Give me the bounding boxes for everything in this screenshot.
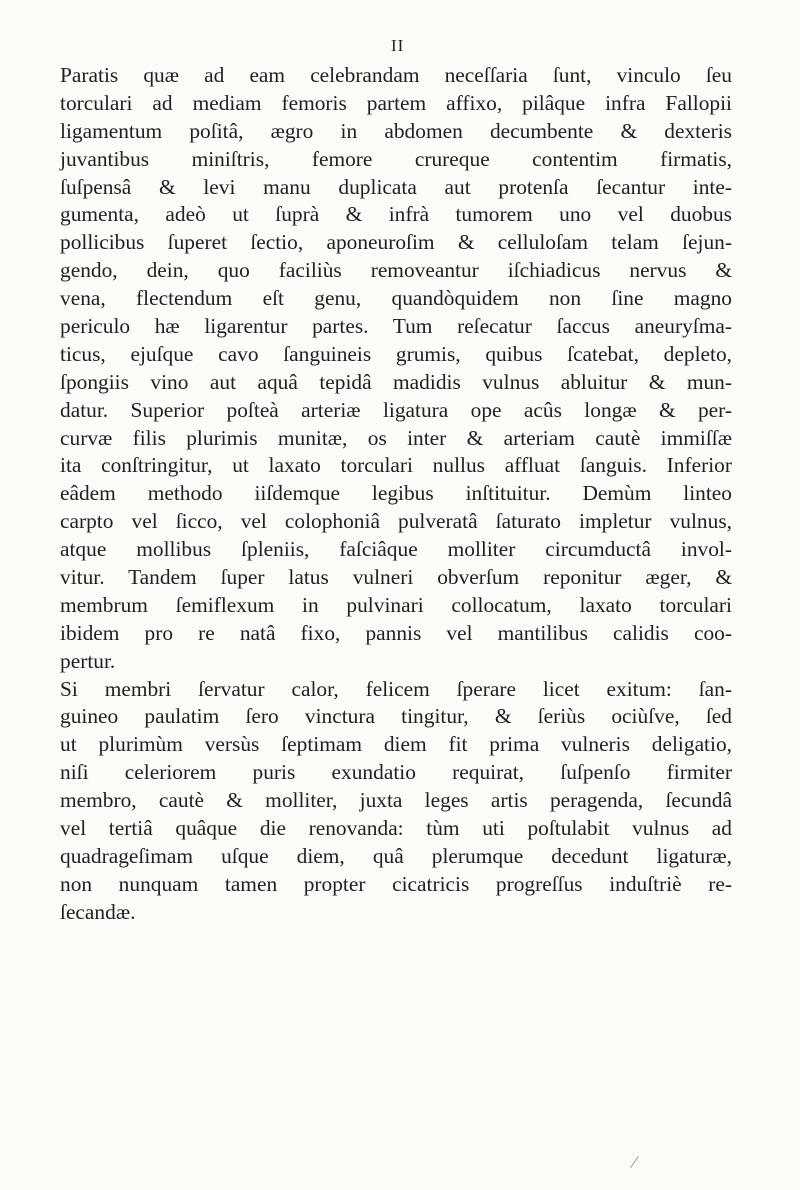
text-line: ſuſpensâ & levi manu duplicata aut protenſa ſecantur inte-: [60, 174, 732, 199]
text-line: vena, flectendum eſt genu, quandòquidem non ſine magno: [60, 286, 732, 311]
text-line: juvantibus miniſtris, femore crureque contentim firmatis,: [60, 146, 732, 171]
page-number: II: [391, 36, 405, 55]
text-line: vel tertiâ quâque die renovanda: tùm uti poſtulabit vulnus ad: [60, 816, 732, 841]
text-line: niſi celeriorem puris exundatio requirat, ſuſpenſo firmiter: [60, 760, 732, 785]
text-line: non nunquam tamen propter cicatricis progreſſus induſtriè re-: [60, 871, 732, 896]
text-line: periculo hæ ligarentur partes. Tum reſecatur ſaccus aneuryſma-: [60, 314, 732, 339]
text-line: gendo, dein, quo faciliùs removeantur iſchiadicus nervus &: [60, 258, 732, 283]
text-line: ita conſtringitur, ut laxato torculari nullus affluat ſanguis. Inferior: [60, 453, 732, 478]
text-line: membrum ſemiflexum in pulvinari collocatum, laxato torculari: [60, 592, 732, 617]
text-line: ligamentum poſitâ, ægro in abdomen decumbente & dexteris: [60, 118, 732, 143]
text-line: quadrageſimam uſque diem, quâ plerumque decedunt ligaturæ,: [60, 843, 732, 868]
text-line: carpto vel ſicco, vel colophoniâ pulveratâ ſaturato impletur vulnus,: [60, 509, 732, 534]
text-line: Si membri ſervatur calor, felicem ſperare licet exitum: ſan-: [60, 676, 732, 701]
text-line: ibidem pro re natâ fixo, pannis vel mantilibus calidis coo-: [60, 620, 732, 645]
text-line: ut plurimùm versùs ſeptimam diem fit prima vulneris deligatio,: [60, 732, 732, 757]
text-line: atque mollibus ſpleniis, faſciâque molliter circumductâ invol-: [60, 537, 732, 562]
text-line: guineo paulatim ſero vinctura tingitur, & ſeriùs ociùſve, ſed: [60, 704, 732, 729]
stray-mark: [630, 1156, 639, 1168]
text-line: curvæ filis plurimis munitæ, os inter & arteriam cautè immiſſæ: [60, 425, 732, 450]
text-line: datur. Superior poſteà arteriæ ligatura ope acûs longæ & per-: [60, 397, 732, 422]
text-line: ſecandæ.: [60, 899, 136, 924]
text-line: ſpongiis vino aut aquâ tepidâ madidis vulnus abluitur & mun-: [60, 369, 732, 394]
text-line: Paratis quæ ad eam celebrandam neceſſaria ſunt, vinculo ſeu: [60, 63, 732, 87]
text-line: pollicibus ſuperet ſectio, aponeuroſim & celluloſam telam ſejun-: [60, 230, 732, 255]
text-line: vitur. Tandem ſuper latus vulneri obverſum reponitur æger, &: [60, 565, 732, 590]
body-text: [60, 62, 732, 927]
text-line: torculari ad mediam femoris partem affixo, pilâque infra Fallopii: [60, 90, 732, 115]
text-line: pertur.: [60, 648, 116, 673]
text-line: membro, cautè & molliter, juxta leges artis peragenda, ſecundâ: [60, 788, 732, 813]
text-line: eâdem methodo iiſdemque legibus inſtituitur. Demùm linteo: [60, 481, 732, 506]
text-line: ticus, ejuſque cavo ſanguineis grumis, quibus ſcatebat, depleto,: [60, 341, 732, 366]
text-line: gumenta, adeò ut ſuprà & infrà tumorem uno vel duobus: [60, 202, 732, 227]
